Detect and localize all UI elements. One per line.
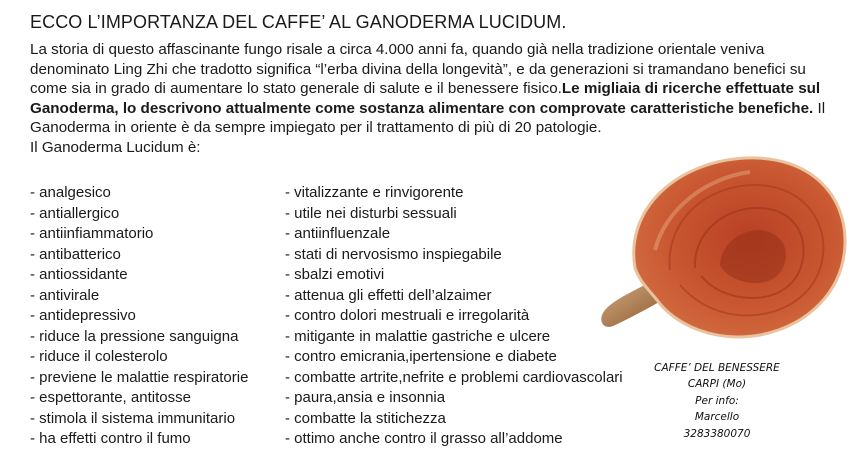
benefits-list-right <box>285 183 623 450</box>
benefit-item: - antiinfluenzale <box>285 225 391 242</box>
list-intro: Il Ganoderma Lucidum è: <box>30 138 201 156</box>
benefit-item: - riduce la pressione sanguigna <box>30 327 239 345</box>
contact-info <box>652 360 782 442</box>
benefit-item: - mitigante in malattie gastriche e ulcere <box>285 327 551 345</box>
benefit-item: - espettorante, antitosse <box>30 389 191 406</box>
benefit-item: - combatte la stitichezza <box>285 409 446 427</box>
benefit-item: - antiossidante <box>30 266 128 283</box>
benefit-item: - antiinfiammatorio <box>30 225 154 242</box>
benefit-item: - ottimo anche contro il grasso all’addome <box>285 430 563 447</box>
info-label: Per info: <box>695 394 739 407</box>
benefit-item: - previene le malattie respiratorie <box>30 368 249 386</box>
benefit-item: - paura,ansia e insonnia <box>285 389 446 406</box>
benefit-item: - stati di nervosismo inspiegabile <box>285 245 502 263</box>
benefit-item: - antivirale <box>30 286 100 304</box>
contact-phone: 3283380070 <box>683 427 751 440</box>
benefit-item: - ha effetti contro il fumo <box>30 430 191 447</box>
benefit-item: - antidepressivo <box>30 307 136 324</box>
intro-text: La storia di questo affascinante fungo risale a circa 4.000 anni fa, quando già nella tradizione orientale veniva denominato Ling Zhi che tradotto significa “l’erba divina della longevità”, e da generazioni si tramandano benefici su come sia in grado di aumentare lo stato generale di salute e il benessere fisico. <box>30 41 806 98</box>
benefit-item: - vitalizzante e rinvigorente <box>285 184 464 201</box>
benefit-item: - analgesico <box>30 184 111 201</box>
intro-paragraph <box>30 40 830 158</box>
benefit-item: - stimola il sistema immunitario <box>30 409 236 427</box>
benefit-item: - attenua gli effetti dell’alzaimer <box>285 286 492 304</box>
benefit-item: - riduce il colesterolo <box>30 348 168 365</box>
benefit-item: - sbalzi emotivi <box>285 266 385 283</box>
benefit-item: - combatte artrite,nefrite e problemi cardiovascolari <box>285 368 623 386</box>
benefit-item: - antibatterico <box>30 245 121 263</box>
page-title: ECCO L’IMPORTANZA DEL CAFFE’ AL GANODERMA LUCIDUM. <box>30 12 567 32</box>
benefit-item: - contro emicrania,ipertensione e diabete <box>285 348 557 365</box>
business-city: CARPI (Mo) <box>687 378 747 391</box>
benefit-item: - contro dolori mestruali e irregolarità <box>285 307 530 324</box>
intro-text-continued: Il Ganoderma in oriente è da sempre impiegato per il trattamento di più di 20 patologie. <box>30 99 826 137</box>
benefit-item: - antiallergico <box>30 204 120 222</box>
benefits-list-left <box>30 183 248 450</box>
contact-name: Marcello <box>694 411 740 424</box>
intro-bold-text: Le migliaia di ricerche effettuate sul Ganoderma, lo descrivono attualmente come sostanza alimentare con comprovate caratteristiche benefiche. <box>30 80 821 117</box>
ganoderma-mushroom-image <box>595 150 850 350</box>
benefit-item: - utile nei disturbi sessuali <box>285 204 457 222</box>
business-name: CAFFE’ DEL BENESSERE <box>654 362 780 374</box>
